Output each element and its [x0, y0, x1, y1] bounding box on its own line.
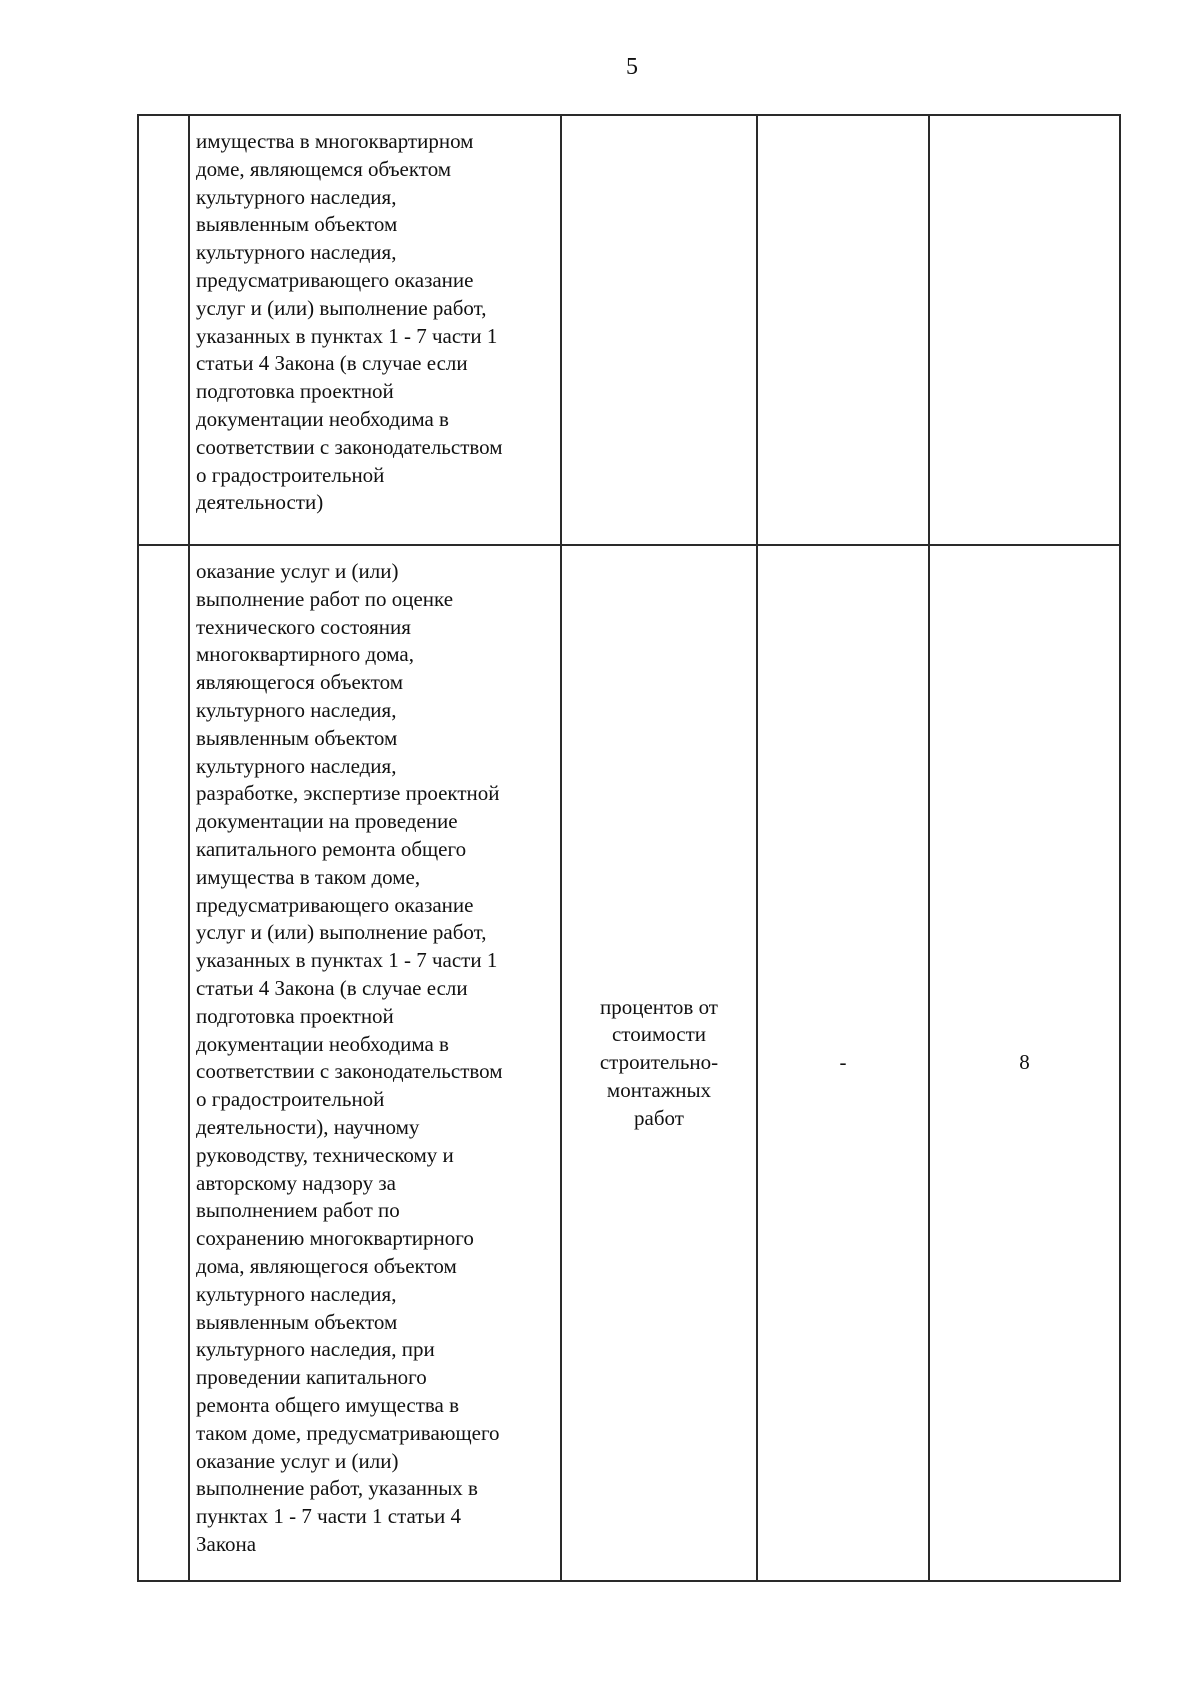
- value-cell-a: [757, 115, 929, 545]
- text-line: деятельности): [196, 490, 324, 515]
- text-line: являющегося объектом: [196, 670, 404, 695]
- rates-table: [137, 114, 1121, 1582]
- text-line: пунктах 1 - 7 части 1 статьи 4: [196, 1504, 462, 1529]
- text-line: работ: [634, 1105, 684, 1130]
- text-line: культурного наследия,: [196, 753, 397, 778]
- text-line: выполнение работ по оценке: [196, 586, 454, 611]
- text-line: строительно-: [599, 1050, 719, 1075]
- text-line: руководству, техническому и: [196, 1142, 454, 1167]
- value-cell-a: -: [757, 545, 929, 1581]
- text-line: проведении капитального: [196, 1365, 427, 1390]
- text-line: сохранению многоквартирного: [196, 1226, 474, 1251]
- text-line: монтажных: [606, 1077, 712, 1102]
- text-line: культурного наследия,: [196, 184, 397, 209]
- text-line: капитального ремонта общего: [196, 836, 467, 861]
- text-line: дома, являющегося объектом: [196, 1253, 457, 1278]
- text-line: услуг и (или) выполнение работ,: [196, 295, 487, 320]
- text-line: выявленным объектом: [196, 725, 398, 750]
- text-line: о градостроительной: [196, 1087, 385, 1112]
- text-line: соответствии с законодательством: [196, 434, 503, 459]
- text-line: деятельности), научному: [196, 1114, 420, 1139]
- text-line: доме, являющемся объектом: [196, 156, 452, 181]
- text-line: Закона: [196, 1531, 257, 1556]
- row-number-cell: [138, 115, 189, 545]
- text-line: оказание услуг и (или): [196, 559, 399, 583]
- unit-cell: [561, 115, 757, 545]
- text-line: предусматривающего оказание: [196, 267, 474, 292]
- text-line: имущества в многоквартирном: [196, 129, 474, 153]
- text-line: подготовка проектной: [196, 379, 394, 404]
- text-line: указанных в пунктах 1 - 7 части 1: [196, 323, 498, 348]
- table-row: [138, 545, 1120, 1581]
- text-line: документации необходима в: [196, 1031, 449, 1056]
- row-number-cell: [138, 545, 189, 1581]
- table-row: [138, 115, 1120, 545]
- text-line: культурного наследия,: [196, 1281, 397, 1306]
- text-line: многоквартирного дома,: [196, 642, 414, 667]
- text-line: документации на проведение: [196, 809, 458, 834]
- text-line: технического состояния: [196, 614, 411, 639]
- page-number: 5: [626, 54, 638, 80]
- text-line: указанных в пунктах 1 - 7 части 1: [196, 948, 498, 973]
- text-line: статьи 4 Закона (в случае если: [196, 975, 468, 1000]
- text-line: соответствии с законодательством: [196, 1059, 503, 1084]
- text-line: статьи 4 Закона (в случае если: [196, 351, 468, 376]
- text-line: разработке, экспертизе проектной: [196, 781, 500, 806]
- text-line: авторскому надзору за: [196, 1170, 396, 1195]
- description-cell: [189, 545, 561, 1581]
- text-line: оказание услуг и (или): [196, 1448, 399, 1473]
- text-line: услуг и (или) выполнение работ,: [196, 920, 487, 945]
- text-line: выполнение работ, указанных в: [196, 1476, 478, 1501]
- value-cell-b: [929, 115, 1120, 545]
- text-line: выявленным объектом: [196, 212, 398, 237]
- text-line: подготовка проектной: [196, 1003, 394, 1028]
- text-line: о градостроительной: [196, 462, 385, 487]
- text-line: имущества в таком доме,: [196, 864, 421, 889]
- text-line: таком доме, предусматривающего: [196, 1420, 500, 1445]
- text-line: стоимости: [611, 1022, 706, 1047]
- text-line: ремонта общего имущества в: [196, 1392, 460, 1417]
- text-line: предусматривающего оказание: [196, 892, 474, 917]
- text-line: культурного наследия, при: [196, 1337, 435, 1362]
- description-cell: [189, 115, 561, 545]
- text-line: выполнением работ по: [196, 1198, 400, 1223]
- unit-cell: [561, 545, 757, 1581]
- text-line: процентов от: [599, 994, 718, 1019]
- text-line: документации необходима в: [196, 406, 449, 431]
- text-line: культурного наследия,: [196, 697, 397, 722]
- value-cell-b: 8: [929, 545, 1120, 1581]
- text-line: выявленным объектом: [196, 1309, 398, 1334]
- text-line: культурного наследия,: [196, 240, 397, 265]
